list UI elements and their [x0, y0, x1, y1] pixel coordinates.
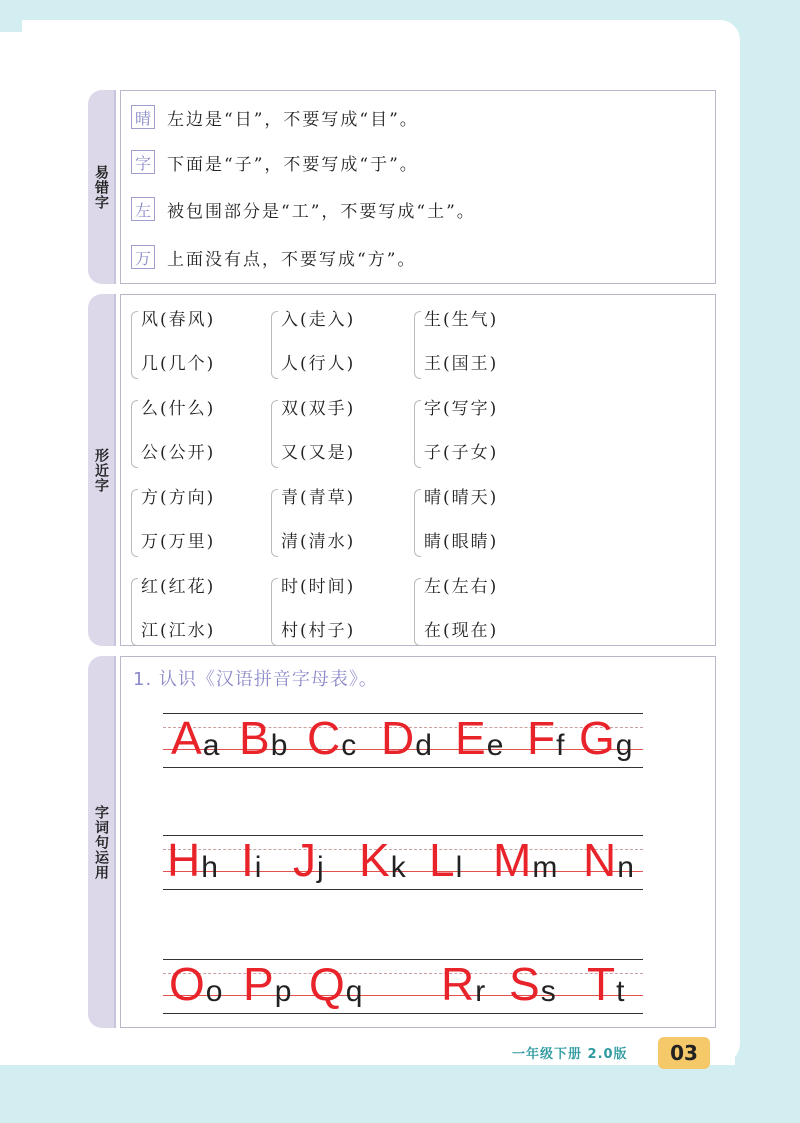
word: 江(江水) [141, 621, 216, 641]
word: 万(万里) [141, 532, 216, 552]
letter-pair: F f [527, 712, 565, 764]
letter-pair: B b [239, 712, 288, 764]
easy-error-box [120, 90, 716, 284]
page-edge-right [735, 0, 800, 1123]
word: 王(国王) [424, 354, 499, 374]
letter-pair: S s [509, 958, 556, 1010]
error-char-box: 字 [131, 150, 155, 174]
brace-icon [271, 311, 278, 379]
letter-pair: Q q [309, 958, 363, 1010]
error-note: 左边是“日”，不要写成“目”。 [167, 109, 419, 130]
word: 村(村子) [281, 621, 356, 641]
letter-pair: H h [167, 834, 218, 886]
letter-pair: N n [583, 834, 634, 886]
letter-pair: A a [171, 712, 220, 764]
error-note: 上面没有点，不要写成“方”。 [167, 249, 417, 270]
section-label-usage: 字词句运用 [88, 656, 116, 1028]
book-edition: 一年级下册 2.0版 [512, 1047, 628, 1062]
brace-icon [271, 489, 278, 557]
error-note: 被包围部分是“工”，不要写成“土”。 [167, 201, 476, 222]
letter-pair: D d [381, 712, 432, 764]
page-number: 03 [658, 1037, 710, 1069]
brace-icon [131, 400, 138, 468]
word: 清(清水) [281, 532, 356, 552]
writing-lines-row-2 [163, 835, 643, 889]
similar-chars-box [120, 294, 716, 646]
error-item [131, 103, 419, 131]
brace-icon [414, 578, 421, 646]
section-label-easy-error: 易错字 [88, 90, 116, 284]
letter-pair: P p [243, 958, 292, 1010]
writing-lines-row-1 [163, 713, 643, 767]
word: 双(双手) [281, 399, 356, 419]
error-char-box: 左 [131, 197, 155, 221]
brace-icon [131, 311, 138, 379]
word: 又(又是) [281, 443, 356, 463]
writing-lines-row-3 [163, 959, 643, 1013]
error-note: 下面是“子”，不要写成“于”。 [167, 154, 419, 175]
brace-icon [271, 578, 278, 646]
letter-pair: T t [587, 958, 625, 1010]
word: 生(生气) [424, 310, 499, 330]
word: 左(左右) [424, 577, 499, 597]
word: 晴(晴天) [424, 488, 499, 508]
word: 青(青草) [281, 488, 356, 508]
word: 在(现在) [424, 621, 499, 641]
error-char-box: 万 [131, 245, 155, 269]
letter-pair: K k [359, 834, 406, 886]
page-edge-bottom [0, 1065, 800, 1123]
letter-pair: R r [441, 958, 486, 1010]
word: 方(方向) [141, 488, 216, 508]
usage-box [120, 656, 716, 1028]
word: 人(行人) [281, 354, 356, 374]
letter-pair: J j [293, 834, 324, 886]
task-title: 1. 认识《汉语拼音字母表》。 [133, 669, 378, 690]
error-item [131, 195, 476, 223]
brace-icon [131, 578, 138, 646]
letter-pair: G g [579, 712, 633, 764]
brace-icon [271, 400, 278, 468]
error-item [131, 243, 416, 271]
word: 风(春风) [141, 310, 216, 330]
error-item [131, 148, 419, 176]
word: 公(公开) [141, 443, 216, 463]
brace-icon [414, 489, 421, 557]
word: 时(时间) [281, 577, 356, 597]
letter-pair: C c [307, 712, 357, 764]
letter-pair: E e [455, 712, 504, 764]
letter-pair: M m [493, 834, 558, 886]
word: 字(写字) [424, 399, 499, 419]
word: 入(走入) [281, 310, 356, 330]
word: 几(几个) [141, 354, 216, 374]
word: 红(红花) [141, 577, 216, 597]
letter-pair: L l [429, 834, 463, 886]
word: 么(什么) [141, 399, 216, 419]
section-label-similar: 形近字 [88, 294, 116, 646]
error-char-box: 晴 [131, 105, 155, 129]
word: 睛(眼睛) [424, 532, 499, 552]
letter-pair: O o [169, 958, 223, 1010]
brace-icon [131, 489, 138, 557]
word: 子(子女) [424, 443, 499, 463]
letter-pair: I i [241, 834, 262, 886]
brace-icon [414, 311, 421, 379]
brace-icon [414, 400, 421, 468]
